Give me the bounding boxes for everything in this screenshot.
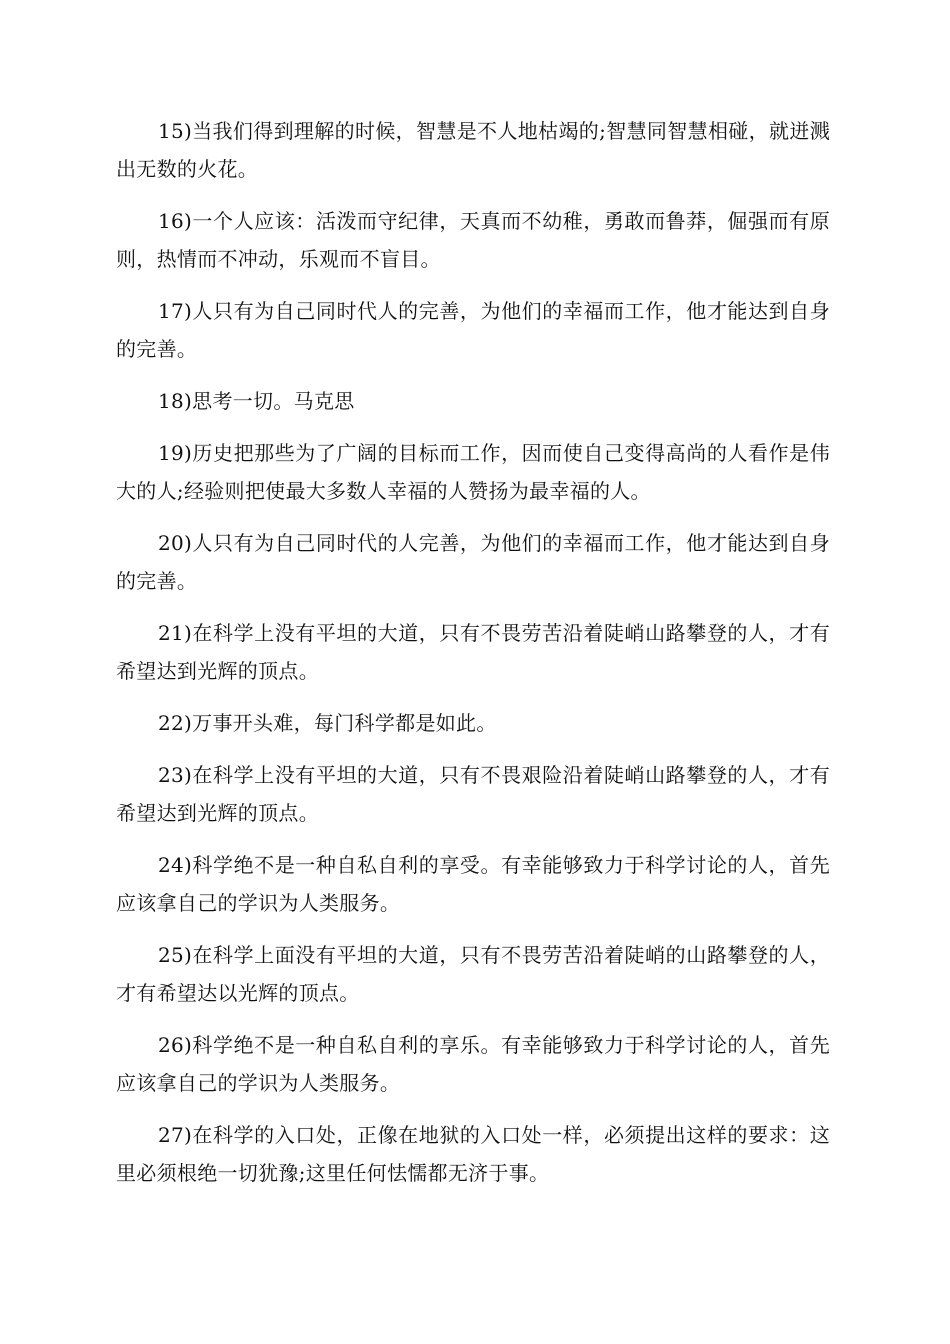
document-page xyxy=(116,112,830,1206)
quote-paragraph-19: 19)历史把那些为了广阔的目标而工作，因而使自己变得高尚的人看作是伟大的人;经验则把使最大多数人幸福的人赞扬为最幸福的人。 xyxy=(116,441,830,503)
quote-paragraph-23: 23)在科学上没有平坦的大道，只有不畏艰险沿着陡峭山路攀登的人，才有希望达到光辉的顶点。 xyxy=(116,763,830,825)
quote-paragraph-15: 15)当我们得到理解的时候，智慧是不人地枯竭的;智慧同智慧相碰，就迸溅出无数的火花。 xyxy=(116,119,830,181)
quote-paragraph-21: 21)在科学上没有平坦的大道，只有不畏劳苦沿着陡峭山路攀登的人，才有希望达到光辉的顶点。 xyxy=(116,621,830,683)
quote-paragraph-20: 20)人只有为自己同时代的人完善，为他们的幸福而工作，他才能达到自身的完善。 xyxy=(116,531,830,593)
quote-paragraph-17: 17)人只有为自己同时代人的完善，为他们的幸福而工作，他才能达到自身的完善。 xyxy=(116,299,830,361)
quote-paragraph-16: 16)一个人应该：活泼而守纪律，天真而不幼稚，勇敢而鲁莽，倔强而有原则，热情而不冲动，乐观而不盲目。 xyxy=(116,209,830,271)
quote-paragraph-18: 18)思考一切。马克思 xyxy=(158,389,355,413)
quote-paragraph-26: 26)科学绝不是一种自私自利的享乐。有幸能够致力于科学讨论的人，首先应该拿自己的学识为人类服务。 xyxy=(116,1033,830,1095)
quote-paragraph-24: 24)科学绝不是一种自私自利的享受。有幸能够致力于科学讨论的人，首先应该拿自己的学识为人类服务。 xyxy=(116,853,830,915)
quote-paragraph-25: 25)在科学上面没有平坦的大道，只有不畏劳苦沿着陡峭的山路攀登的人，才有希望达以光辉的顶点。 xyxy=(116,943,830,1005)
quote-paragraph-27: 27)在科学的入口处，正像在地狱的入口处一样，必须提出这样的要求：这里必须根绝一切犹豫;这里任何怯懦都无济于事。 xyxy=(116,1123,830,1185)
quote-paragraph-22: 22)万事开头难，每门科学都是如此。 xyxy=(158,711,497,735)
